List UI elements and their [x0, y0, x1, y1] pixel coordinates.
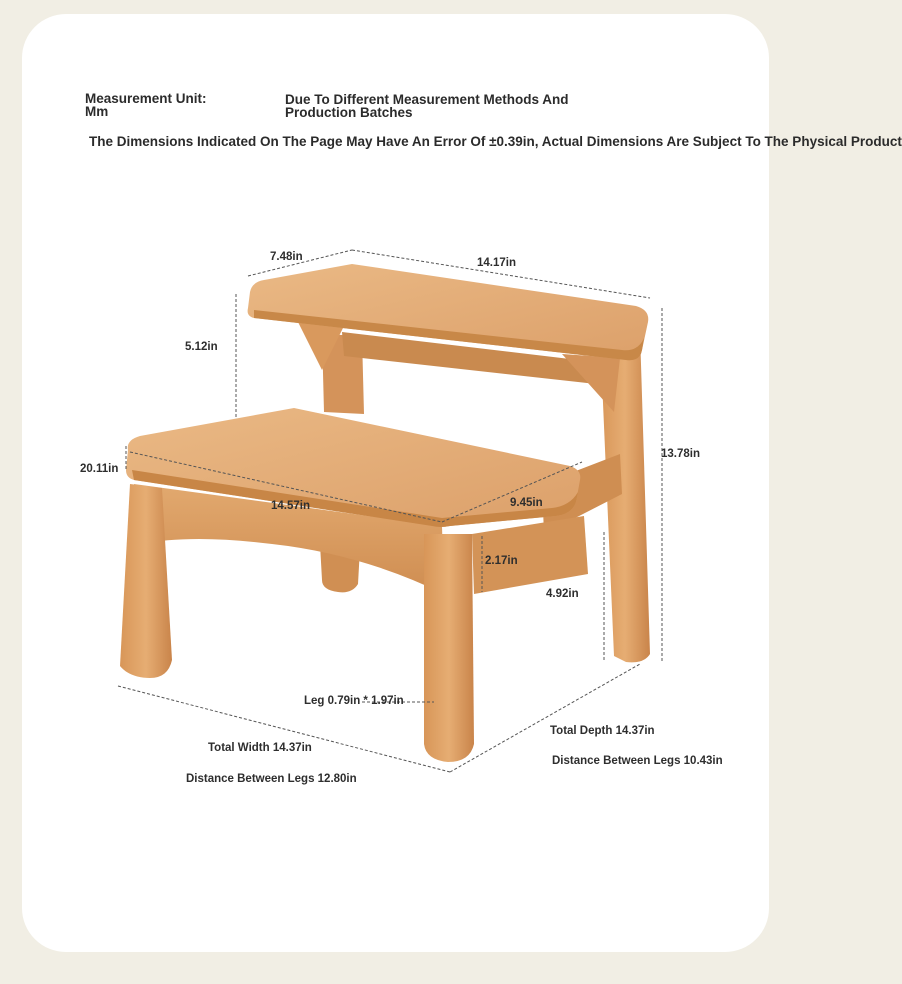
right-brace — [562, 354, 620, 412]
front-right-leg — [424, 534, 474, 762]
dim-total-width: Total Width 14.37in — [208, 742, 312, 754]
dim-total-depth: Total Depth 14.37in — [550, 725, 655, 737]
unit-line-2: Mm — [85, 104, 109, 119]
step-stool-illustration — [22, 14, 769, 952]
method-line-2: Production Batches — [285, 105, 413, 120]
dim-total-height: 13.78in — [661, 448, 700, 460]
dim-top-width: 14.17in — [477, 257, 516, 269]
dim-top-depth: 7.48in — [270, 251, 303, 263]
method-line-1: Due To Different Measurement Methods And — [285, 92, 569, 107]
dim-lower-depth: 9.45in — [510, 497, 543, 509]
unit-line-1: Measurement Unit: — [85, 91, 207, 106]
dim-leg-size: Leg 0.79in * 1.97in — [304, 695, 404, 707]
dim-legs-depth: Distance Between Legs 10.43in — [552, 755, 723, 767]
dim-step-height: 5.12in — [185, 341, 218, 353]
product-card — [22, 14, 902, 952]
dim-apron-height: 2.17in — [485, 555, 518, 567]
dim-legs-width: Distance Between Legs 12.80in — [186, 773, 357, 785]
dim-lower-height: 20.11in — [80, 463, 119, 475]
dim-leg-clearance: 4.92in — [546, 588, 579, 600]
error-tolerance-note: The Dimensions Indicated On The Page May Have An Error Of ±0.39in, Actual Dimensions Are Subject To The Physical Product — [89, 134, 902, 149]
dim-lower-width: 14.57in — [271, 500, 310, 512]
